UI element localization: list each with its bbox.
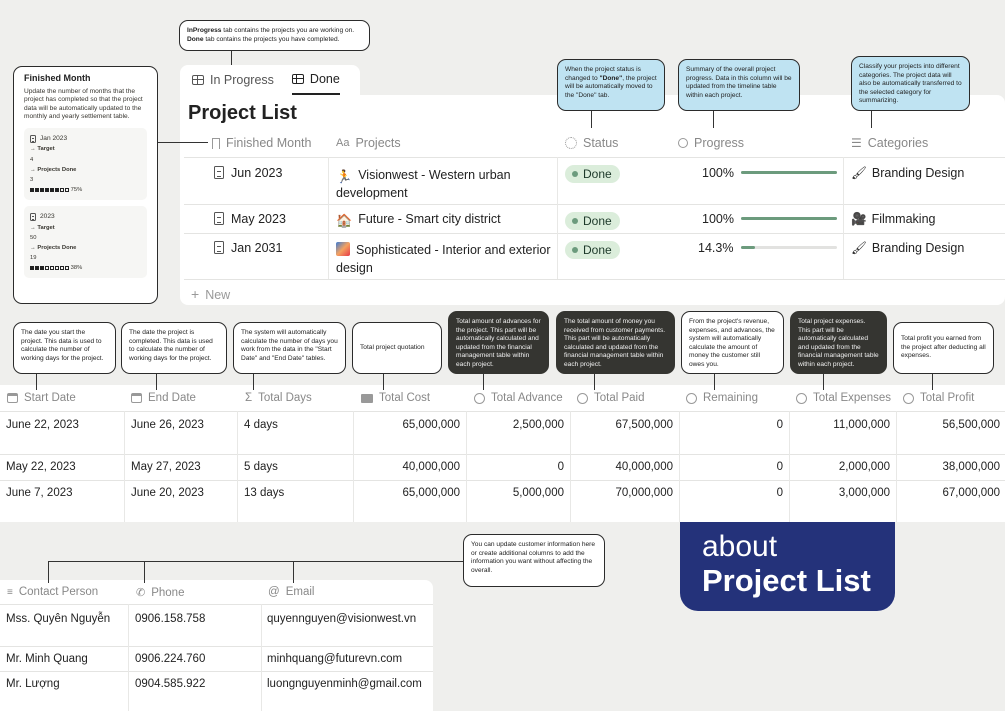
end-date-callout: The date the project is completed. This data is used to calculate the number of working days for the project. (121, 322, 227, 374)
status-callout: When the project status is changed to "Done", the project will be automatically moved to the "Done" tab. (557, 59, 665, 111)
start-date-callout: The date you start the project. This data is used to calculate the number of working days for the project. (13, 322, 116, 374)
col-header-total-cost[interactable]: Total Cost (361, 392, 430, 404)
film-camera-icon: 🎥 (851, 212, 867, 226)
phone-icon: ✆ (136, 587, 146, 599)
project-name[interactable]: Sophisticated - Interior and exterior design (336, 243, 551, 275)
contact-email[interactable]: quyennguyen@visionwest.vn (267, 613, 417, 625)
col-header-total-days[interactable]: Σ Total Days (245, 392, 312, 404)
finance-cell[interactable]: 40,000,000 (402, 461, 460, 473)
finance-cell[interactable]: 0 (776, 461, 783, 473)
document-icon (214, 241, 224, 254)
status-badge: Done (565, 212, 620, 230)
contact-name[interactable]: Mss. Quyên Nguyễn (6, 613, 111, 625)
contact-name[interactable]: Mr. Minh Quang (6, 653, 88, 665)
progress-squares (30, 266, 69, 270)
col-header-progress[interactable]: Progress (678, 136, 744, 150)
finance-cell[interactable]: 0 (776, 419, 783, 431)
table-row[interactable]: May 2023 (214, 212, 286, 226)
contact-callout: You can update customer information here or create additional columns to add the information you want without affecting the overall. (463, 534, 605, 587)
progress-bar (741, 171, 837, 174)
sigma-icon: Σ (245, 392, 253, 404)
finished-month-desc: Update the number of months that the project has completed so that the project data will be automatically updated to the monthly and yearly settlement table. (24, 87, 143, 121)
view-tabs (180, 65, 360, 95)
about-banner (680, 522, 895, 611)
total-advance-callout: Total amount of advances for the project. This part will be automatically calculated and updated from the financial management table within each project. (448, 311, 549, 374)
finance-cell[interactable]: 67,000,000 (942, 487, 1000, 499)
finished-month-title: Finished Month (24, 73, 91, 83)
finance-cell[interactable]: 13 days (244, 487, 285, 499)
plus-icon: + (191, 286, 200, 302)
calendar-icon (131, 393, 142, 403)
list-icon: ☰ (851, 136, 862, 150)
bookmark-icon (212, 138, 220, 149)
contact-phone[interactable]: 0906.224.760 (135, 653, 206, 665)
page-title: Project List (188, 102, 297, 124)
status-badge: Done (565, 165, 620, 183)
finance-cell[interactable]: June 26, 2023 (131, 419, 204, 431)
finance-cell[interactable]: 65,000,000 (402, 487, 460, 499)
finance-cell[interactable]: May 22, 2023 (6, 461, 76, 473)
contact-phone[interactable]: 0906.158.758 (135, 613, 206, 625)
col-header-total-paid[interactable]: Total Paid (577, 392, 645, 404)
finance-cell[interactable]: 70,000,000 (615, 487, 673, 499)
progress-value: 14.3% (698, 241, 734, 255)
runner-icon: 🏃 (336, 169, 353, 184)
rollup-icon (796, 393, 807, 404)
document-icon (214, 166, 224, 179)
example-month-card: Jan 2023 → Target 4 → Projects Done 3 75% (24, 128, 147, 200)
col-header-categories[interactable]: ☰ Categories (851, 136, 929, 150)
formula-icon (686, 393, 697, 404)
finance-cell[interactable]: 5,000,000 (512, 487, 564, 499)
finance-cell[interactable]: May 27, 2023 (131, 461, 201, 473)
category-value[interactable]: 🎥 Filmmaking (851, 212, 936, 226)
finance-cell[interactable]: 67,500,000 (615, 419, 673, 431)
contact-phone[interactable]: 0904.585.922 (135, 678, 206, 690)
project-list-panel (180, 95, 1005, 305)
finance-cell[interactable]: 5 days (244, 461, 278, 473)
new-row-button[interactable]: + New (191, 286, 231, 302)
col-header-remaining[interactable]: Remaining (686, 392, 758, 404)
example-year-card: 2023 → Target 50 → Projects Done 19 38% (24, 206, 147, 278)
status-icon (565, 137, 577, 149)
col-header-start-date[interactable]: Start Date (7, 392, 76, 404)
category-value[interactable]: 🖌 Branding Design (851, 241, 965, 255)
table-row[interactable]: Jan 2031 (214, 241, 282, 255)
number-icon (361, 394, 373, 403)
progress-callout: Summary of the overall project progress. Data in this column will be updated from the timeline table within each project. (678, 59, 800, 111)
col-header-status[interactable]: Status (565, 136, 618, 150)
contact-email[interactable]: minhquang@futurevn.com (267, 653, 403, 665)
categories-callout: Classify your projects into different categories. The project data will also be automatically transferred to the selected category for summarizing. (851, 56, 970, 111)
finished-month-card (13, 66, 158, 304)
rollup-icon (474, 393, 485, 404)
progress-bar (741, 217, 837, 220)
project-name[interactable]: 🏠 Future - Smart city district (336, 212, 501, 228)
col-header-total-profit[interactable]: Total Profit (903, 392, 974, 404)
total-days-callout: The system will automatically calculate the number of days you work from the data in the "Start Date" and "End Date" tables. (233, 322, 346, 374)
contact-name[interactable]: Mr. Lượng (6, 678, 60, 690)
finance-cell[interactable]: June 20, 2023 (131, 487, 204, 499)
finance-cell[interactable]: 65,000,000 (402, 419, 460, 431)
table-icon (192, 75, 204, 85)
contact-email[interactable]: luongnguyenminh@gmail.com (267, 678, 422, 690)
col-header-contact-person[interactable]: ≡ Contact Person (7, 586, 99, 598)
finance-cell[interactable]: June 7, 2023 (6, 487, 73, 499)
tab-in-progress[interactable]: In Progress (192, 65, 274, 95)
table-icon (292, 74, 304, 84)
table-row[interactable]: Jun 2023 (214, 166, 282, 180)
finance-cell[interactable]: 40,000,000 (615, 461, 673, 473)
finance-cell[interactable]: 2,000,000 (838, 461, 890, 473)
document-icon (30, 135, 36, 143)
house-icon: 🏠 (336, 213, 353, 228)
finance-cell[interactable]: 56,500,000 (942, 419, 1000, 431)
col-header-phone[interactable]: ✆ Phone (136, 586, 185, 599)
progress-value: 100% (702, 166, 734, 180)
rollup-icon (577, 393, 588, 404)
col-header-projects[interactable]: Aa Projects (336, 136, 401, 150)
search-icon (678, 138, 688, 148)
project-name[interactable]: 🏃 Visionwest - Western urban development (336, 168, 511, 200)
about-line2: Project List (702, 563, 871, 598)
at-icon: @ (268, 586, 280, 598)
finance-cell[interactable]: June 22, 2023 (6, 419, 79, 431)
document-icon (30, 213, 36, 221)
col-header-end-date[interactable]: End Date (131, 392, 196, 404)
remaining-callout: From the project's revenue, expenses, and advances, the system will automatically calculate the amount of money the customer still owes you. (681, 311, 784, 374)
total-expenses-callout: Total project expenses. This part will be automatically calculated and updated from the financial management table within each project. (790, 311, 887, 374)
col-header-email[interactable]: @ Email (268, 586, 315, 598)
palette-icon: 🖌 (851, 166, 867, 180)
finance-cell[interactable]: 4 days (244, 419, 278, 431)
finance-cell[interactable]: 0 (776, 487, 783, 499)
finance-cell[interactable]: 0 (557, 461, 564, 473)
progress-bar (741, 246, 837, 249)
image-icon (336, 242, 350, 256)
total-profit-callout: Total profit you earned from the project after deducting all expenses. (893, 322, 994, 374)
category-value[interactable]: 🖌 Branding Design (851, 166, 965, 180)
finance-cell[interactable]: 38,000,000 (942, 461, 1000, 473)
tabs-callout: InProgress tab contains the projects you are working on. Done tab contains the projects you have completed. (179, 20, 370, 51)
about-line1: about (702, 530, 778, 563)
col-header-finished-month[interactable]: Finished Month (212, 136, 311, 150)
progress-squares (30, 188, 69, 192)
total-cost-callout: Total project quotation (352, 322, 442, 374)
finance-cell[interactable]: 11,000,000 (833, 419, 890, 431)
status-badge: Done (565, 241, 620, 259)
palette-icon: 🖌 (851, 241, 867, 255)
finance-cell[interactable]: 3,000,000 (838, 487, 890, 499)
document-icon (214, 212, 224, 225)
col-header-total-advance[interactable]: Total Advance (474, 392, 563, 404)
tab-done[interactable]: Done (292, 65, 340, 95)
col-header-total-expenses[interactable]: Total Expenses (796, 392, 891, 404)
text-lines-icon: ≡ (7, 586, 13, 598)
total-paid-callout: The total amount of money you received from customer payments. This part will be automatically calculated and updated from the financial management table within each project. (556, 311, 675, 374)
formula-icon (903, 393, 914, 404)
finance-cell[interactable]: 2,500,000 (512, 419, 564, 431)
progress-value: 100% (702, 212, 734, 226)
calendar-icon (7, 393, 18, 403)
text-property-icon: Aa (336, 137, 350, 149)
